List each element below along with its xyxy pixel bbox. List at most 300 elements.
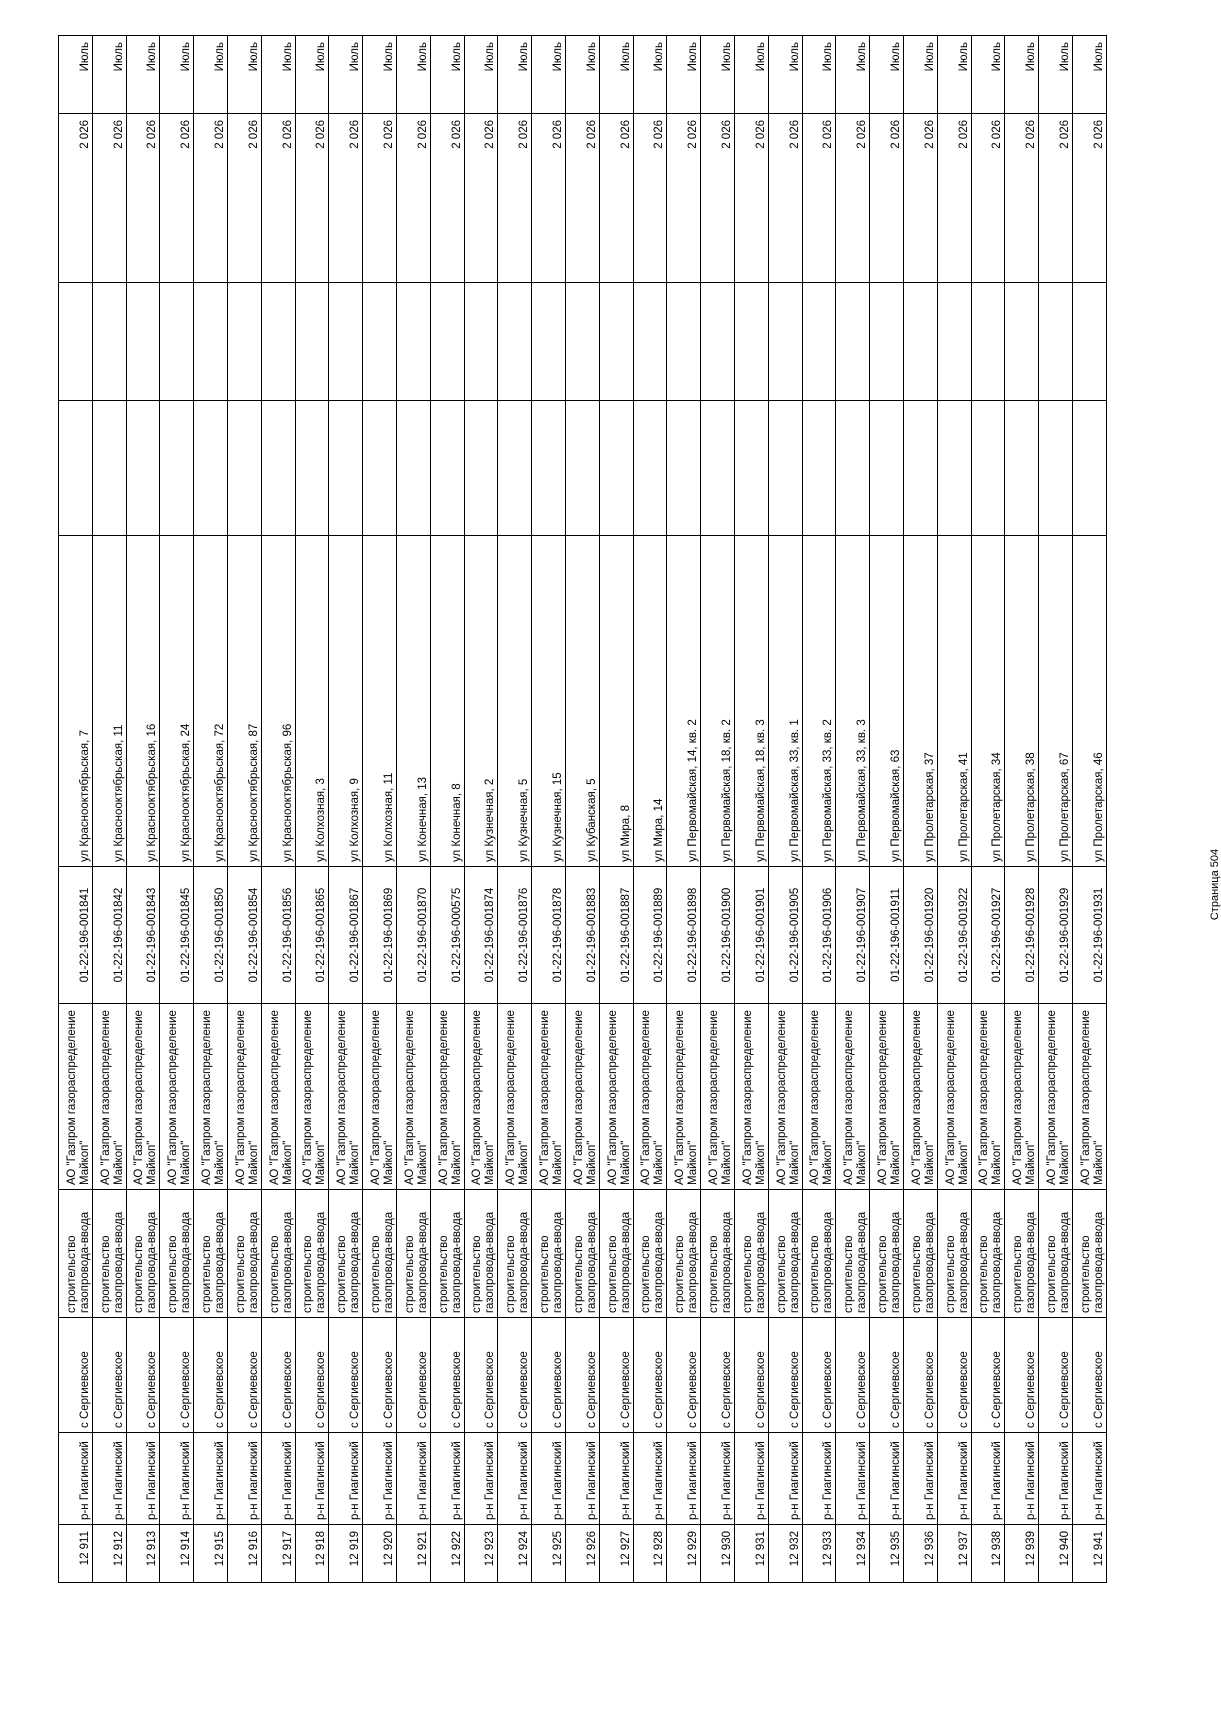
table-row — [1039, 36, 1073, 1583]
cell-address: ул Пролетарская, 41 — [937, 536, 971, 867]
cell-number: 12 921 — [396, 1525, 430, 1583]
cell-code: 01-22-196-001927 — [971, 867, 1005, 1004]
cell-number: 12 927 — [599, 1525, 633, 1583]
table-row — [92, 36, 126, 1583]
cell-year: 2 026 — [667, 114, 701, 283]
cell-number: 12 929 — [667, 1525, 701, 1583]
cell-year: 2 026 — [126, 114, 160, 283]
cell-empty — [667, 283, 701, 401]
cell-settlement: с Сергиевское — [870, 1318, 904, 1433]
cell-number: 12 917 — [261, 1525, 295, 1583]
cell-organization: АО "Газпром газораспределение Майкоп" — [160, 1004, 194, 1190]
cell-number: 12 925 — [532, 1525, 566, 1583]
cell-code: 01-22-196-001922 — [937, 867, 971, 1004]
table-row — [836, 36, 870, 1583]
cell-work-type: строительство газопровода-ввода — [430, 1190, 464, 1318]
cell-work-type: строительство газопровода-ввода — [836, 1190, 870, 1318]
cell-code: 01-22-196-001878 — [532, 867, 566, 1004]
cell-code: 01-22-196-001901 — [734, 867, 768, 1004]
cell-number: 12 920 — [363, 1525, 397, 1583]
cell-year: 2 026 — [498, 114, 532, 283]
cell-month: Июль — [59, 36, 93, 114]
cell-address: ул Первомайская, 63 — [870, 536, 904, 867]
cell-number: 12 941 — [1072, 1525, 1106, 1583]
cell-district: р-н Гиагинский — [126, 1433, 160, 1525]
cell-address: ул Краснооктябрьская, 16 — [126, 536, 160, 867]
cell-month: Июль — [667, 36, 701, 114]
cell-month: Июль — [870, 36, 904, 114]
cell-code: 01-22-196-001869 — [363, 867, 397, 1004]
cell-address: ул Колхозная, 9 — [329, 536, 363, 867]
cell-empty — [1039, 283, 1073, 401]
cell-organization: АО "Газпром газораспределение Майкоп" — [734, 1004, 768, 1190]
cell-number: 12 936 — [903, 1525, 937, 1583]
cell-empty — [870, 283, 904, 401]
cell-work-type: строительство газопровода-ввода — [363, 1190, 397, 1318]
cell-empty — [802, 401, 836, 536]
cell-month: Июль — [126, 36, 160, 114]
cell-settlement: с Сергиевское — [126, 1318, 160, 1433]
cell-year: 2 026 — [734, 114, 768, 283]
cell-code: 01-22-196-001841 — [59, 867, 93, 1004]
cell-number: 12 913 — [126, 1525, 160, 1583]
cell-number: 12 928 — [633, 1525, 667, 1583]
cell-empty — [734, 401, 768, 536]
cell-month: Июль — [565, 36, 599, 114]
cell-work-type: строительство газопровода-ввода — [971, 1190, 1005, 1318]
cell-empty — [633, 401, 667, 536]
cell-empty — [532, 401, 566, 536]
table-row — [667, 36, 701, 1583]
cell-code: 01-22-196-001865 — [295, 867, 329, 1004]
cell-address: ул Мира, 14 — [633, 536, 667, 867]
cell-work-type: строительство газопровода-ввода — [870, 1190, 904, 1318]
cell-district: р-н Гиагинский — [870, 1433, 904, 1525]
table-row — [430, 36, 464, 1583]
cell-empty — [295, 401, 329, 536]
cell-number: 12 937 — [937, 1525, 971, 1583]
cell-empty — [329, 401, 363, 536]
cell-settlement: с Сергиевское — [464, 1318, 498, 1433]
cell-organization: АО "Газпром газораспределение Майкоп" — [59, 1004, 93, 1190]
cell-organization: АО "Газпром газораспределение Майкоп" — [599, 1004, 633, 1190]
cell-empty — [295, 283, 329, 401]
cell-work-type: строительство газопровода-ввода — [1039, 1190, 1073, 1318]
table-row — [599, 36, 633, 1583]
cell-year: 2 026 — [329, 114, 363, 283]
cell-settlement: с Сергиевское — [1005, 1318, 1039, 1433]
cell-empty — [565, 283, 599, 401]
table-row — [59, 36, 93, 1583]
cell-empty — [768, 283, 802, 401]
cell-settlement: с Сергиевское — [363, 1318, 397, 1433]
cell-year: 2 026 — [1039, 114, 1073, 283]
cell-number: 12 932 — [768, 1525, 802, 1583]
cell-address: ул Пролетарская, 46 — [1072, 536, 1106, 867]
cell-district: р-н Гиагинский — [599, 1433, 633, 1525]
table-row — [701, 36, 735, 1583]
cell-empty — [701, 401, 735, 536]
cell-month: Июль — [227, 36, 261, 114]
cell-empty — [498, 283, 532, 401]
cell-year: 2 026 — [396, 114, 430, 283]
cell-work-type: строительство газопровода-ввода — [160, 1190, 194, 1318]
cell-empty — [903, 283, 937, 401]
cell-organization: АО "Газпром газораспределение Майкоп" — [92, 1004, 126, 1190]
cell-empty — [464, 283, 498, 401]
cell-settlement: с Сергиевское — [971, 1318, 1005, 1433]
cell-empty — [701, 283, 735, 401]
cell-code: 01-22-196-001887 — [599, 867, 633, 1004]
cell-settlement: с Сергиевское — [227, 1318, 261, 1433]
cell-code: 01-22-196-001928 — [1005, 867, 1039, 1004]
cell-district: р-н Гиагинский — [464, 1433, 498, 1525]
cell-month: Июль — [194, 36, 228, 114]
cell-month: Июль — [464, 36, 498, 114]
cell-number: 12 918 — [295, 1525, 329, 1583]
cell-district: р-н Гиагинский — [937, 1433, 971, 1525]
cell-code: 01-22-196-001929 — [1039, 867, 1073, 1004]
cell-code: 01-22-196-001883 — [565, 867, 599, 1004]
cell-empty — [227, 283, 261, 401]
cell-work-type: строительство газопровода-ввода — [667, 1190, 701, 1318]
cell-address: ул Мира, 8 — [599, 536, 633, 867]
cell-work-type: строительство газопровода-ввода — [194, 1190, 228, 1318]
table-row — [295, 36, 329, 1583]
cell-district: р-н Гиагинский — [160, 1433, 194, 1525]
cell-month: Июль — [498, 36, 532, 114]
cell-empty — [1005, 283, 1039, 401]
cell-district: р-н Гиагинский — [363, 1433, 397, 1525]
cell-address: ул Первомайская, 18, кв. 3 — [734, 536, 768, 867]
cell-district: р-н Гиагинский — [1039, 1433, 1073, 1525]
cell-address: ул Колхозная, 11 — [363, 536, 397, 867]
cell-month: Июль — [532, 36, 566, 114]
cell-empty — [498, 401, 532, 536]
cell-settlement: с Сергиевское — [295, 1318, 329, 1433]
cell-work-type: строительство газопровода-ввода — [565, 1190, 599, 1318]
cell-number: 12 931 — [734, 1525, 768, 1583]
cell-empty — [734, 283, 768, 401]
cell-settlement: с Сергиевское — [565, 1318, 599, 1433]
cell-district: р-н Гиагинский — [295, 1433, 329, 1525]
cell-code: 01-22-196-001850 — [194, 867, 228, 1004]
table-row — [194, 36, 228, 1583]
cell-empty — [59, 283, 93, 401]
cell-organization: АО "Газпром газораспределение Майкоп" — [1072, 1004, 1106, 1190]
cell-year: 2 026 — [802, 114, 836, 283]
cell-organization: АО "Газпром газораспределение Майкоп" — [329, 1004, 363, 1190]
cell-number: 12 935 — [870, 1525, 904, 1583]
cell-organization: АО "Газпром газораспределение Майкоп" — [565, 1004, 599, 1190]
cell-number: 12 919 — [329, 1525, 363, 1583]
cell-settlement: с Сергиевское — [701, 1318, 735, 1433]
cell-number: 12 914 — [160, 1525, 194, 1583]
cell-work-type: строительство газопровода-ввода — [329, 1190, 363, 1318]
cell-district: р-н Гиагинский — [1005, 1433, 1039, 1525]
cell-year: 2 026 — [836, 114, 870, 283]
cell-settlement: с Сергиевское — [734, 1318, 768, 1433]
cell-year: 2 026 — [1005, 114, 1039, 283]
cell-month: Июль — [92, 36, 126, 114]
cell-number: 12 933 — [802, 1525, 836, 1583]
cell-code: 01-22-196-001842 — [92, 867, 126, 1004]
cell-address: ул Колхозная, 3 — [295, 536, 329, 867]
cell-year: 2 026 — [768, 114, 802, 283]
cell-code: 01-22-196-001931 — [1072, 867, 1106, 1004]
cell-month: Июль — [1072, 36, 1106, 114]
cell-work-type: строительство газопровода-ввода — [464, 1190, 498, 1318]
cell-empty — [194, 283, 228, 401]
cell-empty — [363, 401, 397, 536]
cell-address: ул Краснооктябрьская, 87 — [227, 536, 261, 867]
data-table — [58, 35, 1107, 1583]
cell-year: 2 026 — [59, 114, 93, 283]
cell-empty — [565, 401, 599, 536]
cell-organization: АО "Газпром газораспределение Майкоп" — [396, 1004, 430, 1190]
cell-empty — [194, 401, 228, 536]
cell-district: р-н Гиагинский — [59, 1433, 93, 1525]
table-row — [1072, 36, 1106, 1583]
cell-settlement: с Сергиевское — [599, 1318, 633, 1433]
cell-empty — [261, 283, 295, 401]
cell-number: 12 938 — [971, 1525, 1005, 1583]
cell-year: 2 026 — [633, 114, 667, 283]
cell-address: ул Первомайская, 33, кв. 1 — [768, 536, 802, 867]
table-row — [464, 36, 498, 1583]
cell-work-type: строительство газопровода-ввода — [768, 1190, 802, 1318]
cell-work-type: строительство газопровода-ввода — [1005, 1190, 1039, 1318]
cell-code: 01-22-196-001874 — [464, 867, 498, 1004]
cell-work-type: строительство газопровода-ввода — [1072, 1190, 1106, 1318]
cell-address: ул Конечная, 8 — [430, 536, 464, 867]
cell-month: Июль — [701, 36, 735, 114]
cell-work-type: строительство газопровода-ввода — [734, 1190, 768, 1318]
cell-month: Июль — [1039, 36, 1073, 114]
cell-settlement: с Сергиевское — [937, 1318, 971, 1433]
cell-empty — [59, 401, 93, 536]
cell-year: 2 026 — [227, 114, 261, 283]
cell-district: р-н Гиагинский — [329, 1433, 363, 1525]
cell-address: ул Пролетарская, 37 — [903, 536, 937, 867]
cell-year: 2 026 — [295, 114, 329, 283]
cell-number: 12 923 — [464, 1525, 498, 1583]
table-row — [1005, 36, 1039, 1583]
cell-empty — [1072, 283, 1106, 401]
cell-empty — [971, 283, 1005, 401]
cell-organization: АО "Газпром газораспределение Майкоп" — [937, 1004, 971, 1190]
cell-settlement: с Сергиевское — [430, 1318, 464, 1433]
cell-settlement: с Сергиевское — [1072, 1318, 1106, 1433]
cell-month: Июль — [971, 36, 1005, 114]
cell-work-type: строительство газопровода-ввода — [261, 1190, 295, 1318]
cell-organization: АО "Газпром газораспределение Майкоп" — [1005, 1004, 1039, 1190]
cell-empty — [633, 283, 667, 401]
cell-address: ул Краснооктябрьская, 24 — [160, 536, 194, 867]
cell-district: р-н Гиагинский — [261, 1433, 295, 1525]
cell-address: ул Краснооктябрьская, 7 — [59, 536, 93, 867]
cell-district: р-н Гиагинский — [667, 1433, 701, 1525]
cell-code: 01-22-196-001876 — [498, 867, 532, 1004]
cell-work-type: строительство газопровода-ввода — [59, 1190, 93, 1318]
cell-settlement: с Сергиевское — [92, 1318, 126, 1433]
cell-number: 12 912 — [92, 1525, 126, 1583]
cell-code: 01-22-196-001856 — [261, 867, 295, 1004]
cell-district: р-н Гиагинский — [565, 1433, 599, 1525]
cell-district: р-н Гиагинский — [633, 1433, 667, 1525]
cell-settlement: с Сергиевское — [903, 1318, 937, 1433]
cell-organization: АО "Газпром газораспределение Майкоп" — [870, 1004, 904, 1190]
cell-district: р-н Гиагинский — [227, 1433, 261, 1525]
cell-address: ул Кузнечная, 5 — [498, 536, 532, 867]
cell-organization: АО "Газпром газораспределение Майкоп" — [903, 1004, 937, 1190]
table-row — [870, 36, 904, 1583]
cell-organization: АО "Газпром газораспределение Майкоп" — [532, 1004, 566, 1190]
table-row — [329, 36, 363, 1583]
cell-number: 12 930 — [701, 1525, 735, 1583]
cell-number: 12 922 — [430, 1525, 464, 1583]
cell-address: ул Конечная, 13 — [396, 536, 430, 867]
cell-address: ул Краснооктябрьская, 11 — [92, 536, 126, 867]
cell-work-type: строительство газопровода-ввода — [532, 1190, 566, 1318]
cell-code: 01-22-196-000575 — [430, 867, 464, 1004]
cell-district: р-н Гиагинский — [734, 1433, 768, 1525]
cell-district: р-н Гиагинский — [396, 1433, 430, 1525]
cell-empty — [329, 283, 363, 401]
cell-empty — [836, 401, 870, 536]
cell-empty — [261, 401, 295, 536]
cell-year: 2 026 — [160, 114, 194, 283]
cell-month: Июль — [768, 36, 802, 114]
cell-number: 12 939 — [1005, 1525, 1039, 1583]
cell-district: р-н Гиагинский — [836, 1433, 870, 1525]
cell-empty — [464, 401, 498, 536]
cell-month: Июль — [430, 36, 464, 114]
cell-district: р-н Гиагинский — [430, 1433, 464, 1525]
table-row — [532, 36, 566, 1583]
cell-district: р-н Гиагинский — [701, 1433, 735, 1525]
table-row — [126, 36, 160, 1583]
cell-empty — [802, 283, 836, 401]
cell-month: Июль — [599, 36, 633, 114]
cell-settlement: с Сергиевское — [667, 1318, 701, 1433]
cell-organization: АО "Газпром газораспределение Майкоп" — [464, 1004, 498, 1190]
cell-empty — [532, 283, 566, 401]
cell-year: 2 026 — [1072, 114, 1106, 283]
cell-month: Июль — [160, 36, 194, 114]
cell-code: 01-22-196-001854 — [227, 867, 261, 1004]
cell-empty — [396, 283, 430, 401]
cell-empty — [227, 401, 261, 536]
cell-district: р-н Гиагинский — [1072, 1433, 1106, 1525]
cell-empty — [363, 283, 397, 401]
cell-district: р-н Гиагинский — [194, 1433, 228, 1525]
cell-settlement: с Сергиевское — [1039, 1318, 1073, 1433]
cell-empty — [126, 401, 160, 536]
cell-organization: АО "Газпром газораспределение Майкоп" — [430, 1004, 464, 1190]
table-body — [59, 36, 1107, 1583]
table-row — [633, 36, 667, 1583]
cell-settlement: с Сергиевское — [836, 1318, 870, 1433]
table-row — [396, 36, 430, 1583]
cell-code: 01-22-196-001911 — [870, 867, 904, 1004]
cell-month: Июль — [1005, 36, 1039, 114]
cell-empty — [126, 283, 160, 401]
cell-organization: АО "Газпром газораспределение Майкоп" — [701, 1004, 735, 1190]
cell-empty — [836, 283, 870, 401]
table-row — [768, 36, 802, 1583]
cell-empty — [599, 401, 633, 536]
cell-empty — [937, 401, 971, 536]
cell-address: ул Кузнечная, 15 — [532, 536, 566, 867]
table-container — [58, 36, 1107, 1583]
cell-address: ул Первомайская, 14, кв. 2 — [667, 536, 701, 867]
cell-empty — [1039, 401, 1073, 536]
cell-organization: АО "Газпром газораспределение Майкоп" — [498, 1004, 532, 1190]
cell-month: Июль — [295, 36, 329, 114]
cell-year: 2 026 — [599, 114, 633, 283]
cell-work-type: строительство газопровода-ввода — [937, 1190, 971, 1318]
cell-work-type: строительство газопровода-ввода — [903, 1190, 937, 1318]
cell-organization: АО "Газпром газораспределение Майкоп" — [836, 1004, 870, 1190]
cell-empty — [92, 401, 126, 536]
cell-number: 12 915 — [194, 1525, 228, 1583]
cell-address: ул Кузнечная, 2 — [464, 536, 498, 867]
cell-number: 12 916 — [227, 1525, 261, 1583]
table-row — [498, 36, 532, 1583]
cell-year: 2 026 — [464, 114, 498, 283]
cell-code: 01-22-196-001870 — [396, 867, 430, 1004]
page-number: Страница 504 — [1209, 848, 1221, 921]
cell-address: ул Пролетарская, 34 — [971, 536, 1005, 867]
cell-number: 12 911 — [59, 1525, 93, 1583]
table-row — [363, 36, 397, 1583]
cell-code: 01-22-196-001900 — [701, 867, 735, 1004]
cell-address: ул Кубанская, 5 — [565, 536, 599, 867]
cell-empty — [396, 401, 430, 536]
cell-empty — [1072, 401, 1106, 536]
cell-settlement: с Сергиевское — [329, 1318, 363, 1433]
cell-settlement: с Сергиевское — [768, 1318, 802, 1433]
cell-organization: АО "Газпром газораспределение Майкоп" — [802, 1004, 836, 1190]
cell-year: 2 026 — [430, 114, 464, 283]
cell-year: 2 026 — [363, 114, 397, 283]
cell-settlement: с Сергиевское — [532, 1318, 566, 1433]
cell-number: 12 934 — [836, 1525, 870, 1583]
cell-organization: АО "Газпром газораспределение Майкоп" — [363, 1004, 397, 1190]
cell-organization: АО "Газпром газораспределение Майкоп" — [194, 1004, 228, 1190]
cell-work-type: строительство газопровода-ввода — [396, 1190, 430, 1318]
cell-settlement: с Сергиевское — [633, 1318, 667, 1433]
cell-month: Июль — [903, 36, 937, 114]
cell-organization: АО "Газпром газораспределение Майкоп" — [633, 1004, 667, 1190]
cell-district: р-н Гиагинский — [971, 1433, 1005, 1525]
cell-work-type: строительство газопровода-ввода — [92, 1190, 126, 1318]
table-row — [565, 36, 599, 1583]
cell-empty — [870, 401, 904, 536]
cell-month: Июль — [363, 36, 397, 114]
cell-address: ул Краснооктябрьская, 96 — [261, 536, 295, 867]
cell-organization: АО "Газпром газораспределение Майкоп" — [971, 1004, 1005, 1190]
table-row — [261, 36, 295, 1583]
cell-empty — [1005, 401, 1039, 536]
cell-code: 01-22-196-001889 — [633, 867, 667, 1004]
cell-work-type: строительство газопровода-ввода — [633, 1190, 667, 1318]
cell-month: Июль — [836, 36, 870, 114]
cell-month: Июль — [802, 36, 836, 114]
cell-empty — [768, 401, 802, 536]
cell-settlement: с Сергиевское — [194, 1318, 228, 1433]
